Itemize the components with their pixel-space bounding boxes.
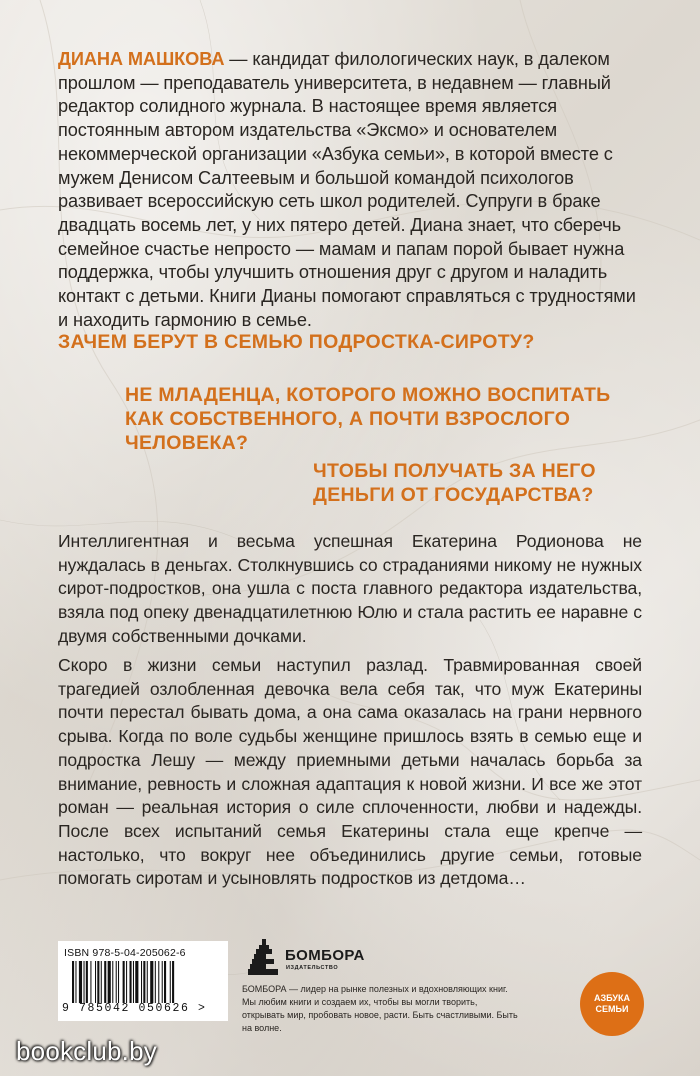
author-bio [58,48,642,332]
question-2: НЕ МЛАДЕНЦА, КОТОРОГО МОЖНО ВОСПИТАТЬ КАК СОБСТВЕННОГО, А ПОЧТИ ВЗРОСЛОГО ЧЕЛОВЕКА? [125,384,611,454]
barcode-icon [72,961,216,1003]
barcode-digits: 9 785042 050626 > [62,1002,207,1015]
publisher-logo-name: БОМБОРА [285,947,365,964]
author-name: ДИАНА МАШКОВА [58,49,225,69]
bombora-logo-icon [247,937,281,979]
isbn-text: ISBN 978-5-04-205062-6 [64,947,186,959]
barcode-label [58,941,228,1021]
badge-line-2: СЕМЬИ [595,1004,629,1014]
badge-line-1: АЗБУКА [594,993,630,1003]
publisher-logo [247,937,377,979]
author-bio-text: — кандидат филологических наук, в далеком прошлом — преподаватель университета, в недавнем — главный редактор солидного журнала. В настоящее время является постоянным автором издательства «Эксмо» и основателем некоммерческой организации «Азбука семьи», в которой вместе с мужем Денисом Салтеевым и большой командой психологов развивает всероссийскую сеть школ родителей. Супруги в браке двадцать восемь лет, у них пятеро детей. Диана знает, что сберечь семейное счастье непросто — мамам и папам порой бывает нужна поддержка, чтобы улучшить отношения друг с другом и наладить контакт с детьми. Книги Дианы помогают справляться с трудностями и находить гармонию в семье. [58,49,636,330]
azbuka-semyi-badge [580,972,644,1036]
synopsis-paragraph-2: Скоро в жизни семьи наступил разлад. Травмированная своей трагедией озлобленная девочка вела себя так, что муж Екатерины почти перестал бывать дома, а она сама оказалась на грани нервного срыва. Когда по воле судьбы женщине пришлось взять в семью еще и подростка Лешу — между приемными детьми началась борьба за внимание, ревность и сложная адаптация к новой жизни. И все же этот роман — реальная история о силе сплоченности, любви и надежды. После всех испытаний семья Екатерины стала еще крепче — настолько, что вокруг нее объединились другие семьи, готовые помогать сиротам и усыновлять подростков из детдома… [58,655,642,889]
publisher-logo-subtitle: ИЗДАТЕЛЬСТВО [286,965,339,971]
site-watermark: bookclub.by [16,1036,157,1066]
synopsis-paragraph-1: Интеллигентная и весьма успешная Екатерина Родионова не нуждалась в деньгах. Столкнувшись со страданиями никому не нужных сирот-подростков, она ушла с поста главного редактора издательства, взяла под опеку двенадцатилетнюю Юлю и стала растить ее наравне с двумя собственными дочками. [58,531,642,646]
question-1: ЗАЧЕМ БЕРУТ В СЕМЬЮ ПОДРОСТКА-СИРОТУ? [58,331,535,353]
question-3: ЧТОБЫ ПОЛУЧАТЬ ЗА НЕГО ДЕНЬГИ ОТ ГОСУДАРСТВА? [313,460,596,506]
publisher-blurb: БОМБОРА — лидер на рынке полезных и вдохновляющих книг. Мы любим книги и создаем их, чтобы вы могли творить, открывать мир, пробовать новое, расти. Быть счастливыми. Быть на волне. [242,984,518,1033]
